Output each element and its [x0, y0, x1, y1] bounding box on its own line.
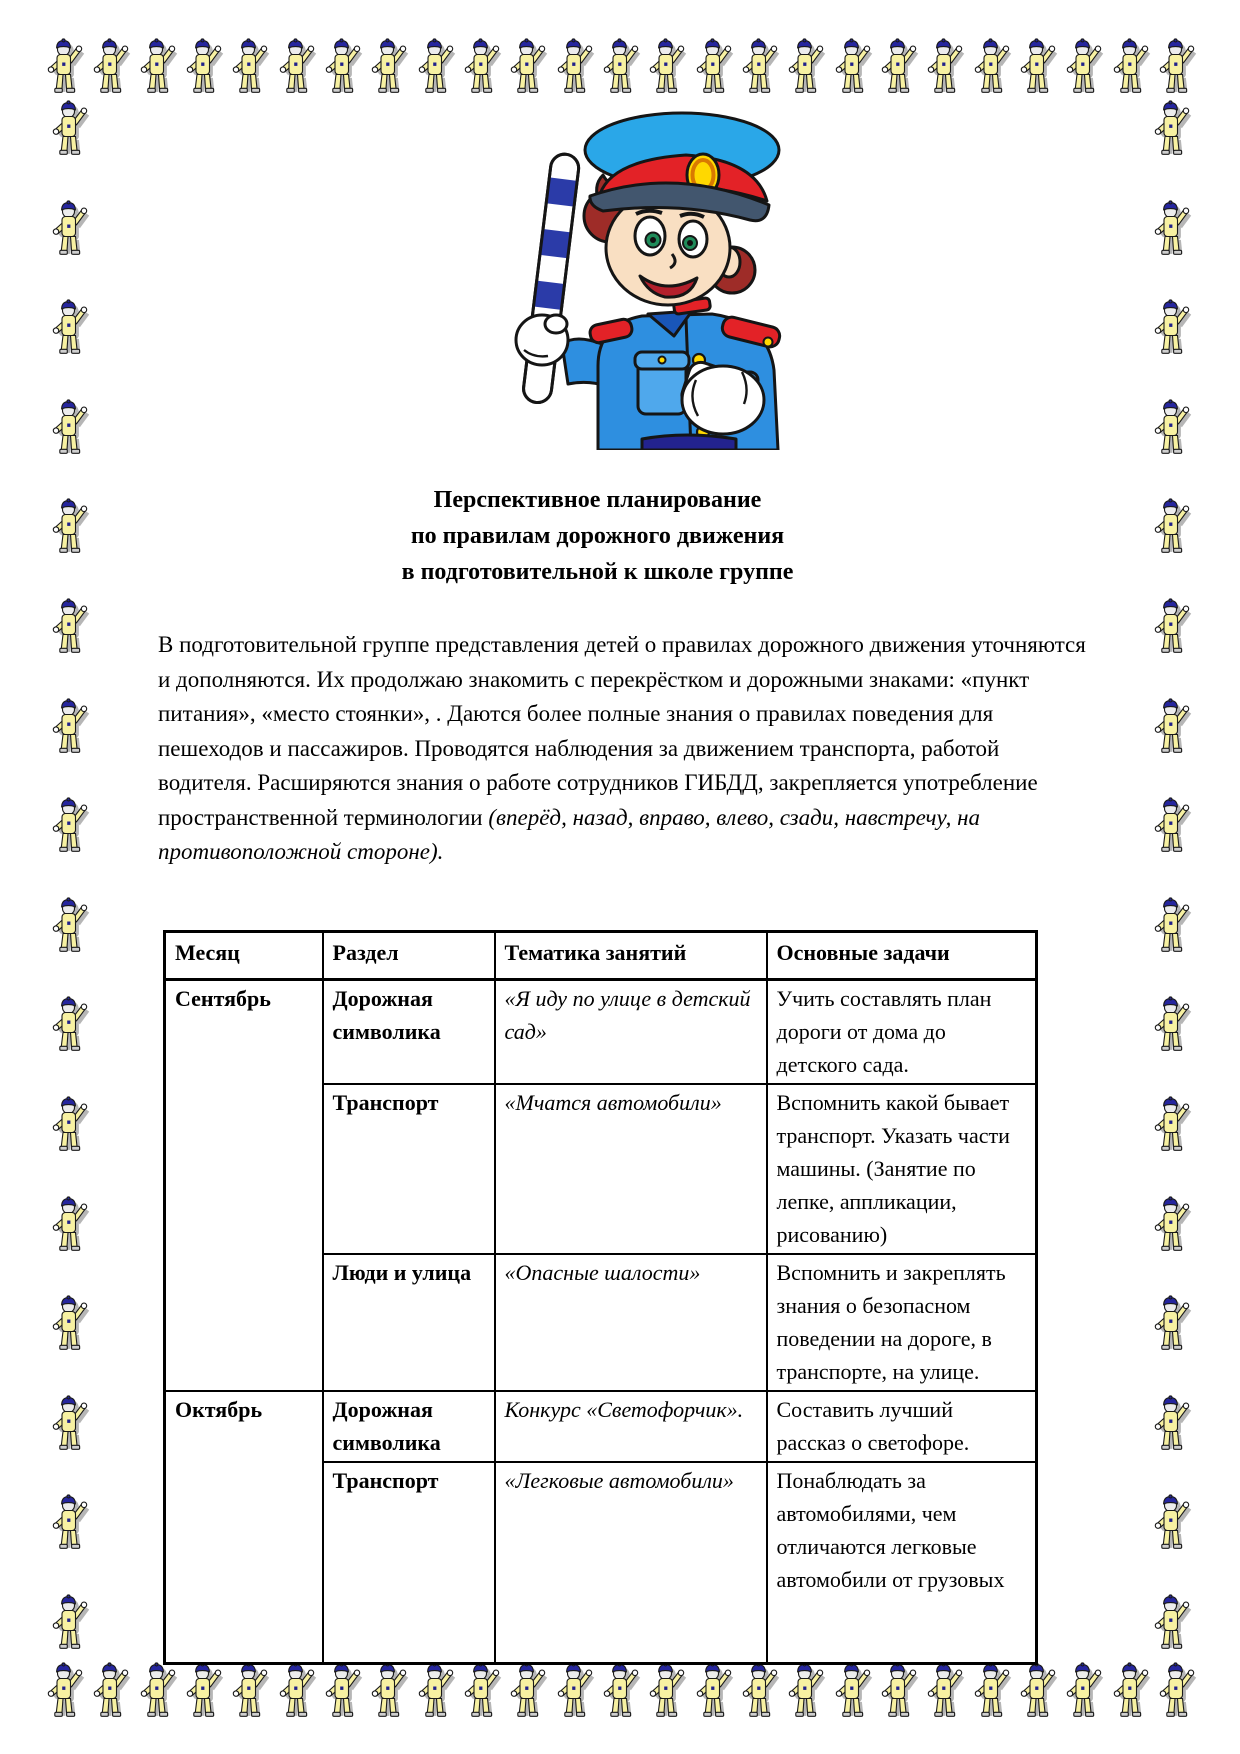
- traffic-officer-border-icon: [90, 38, 132, 96]
- traffic-officer-border-icon: [1017, 1662, 1059, 1720]
- traffic-officer-border-icon: [1151, 200, 1193, 258]
- tasks-cell: Вспомнить и закреплять знания о безопасном поведении на дороге, в транспорте, на улице.: [767, 1254, 1037, 1391]
- intro-text-italic: (вперёд, назад, вправо, влево, сзади, навстречу, на противоположной стороне).: [158, 804, 980, 864]
- tasks-cell: Понаблюдать за автомобилями, чем отличаются легковые автомобили от грузовых: [767, 1462, 1037, 1663]
- tasks-cell: Учить составлять план дороги от дома до детского сада.: [767, 980, 1037, 1085]
- traffic-officer-border-icon: [49, 1096, 91, 1154]
- traffic-officer-border-icon: [44, 38, 86, 96]
- traffic-officer-border-icon: [878, 1662, 920, 1720]
- border-strip-bottom: [44, 1662, 1198, 1720]
- traffic-officer-border-icon: [1151, 399, 1193, 457]
- traffic-officer-border-icon: [49, 200, 91, 258]
- traffic-officer-border-icon: [276, 1662, 318, 1720]
- traffic-officer-border-icon: [276, 38, 318, 96]
- traffic-officer-border-icon: [137, 38, 179, 96]
- column-header-month: Месяц: [165, 932, 323, 980]
- theme-cell: «Легковые автомобили»: [495, 1462, 767, 1663]
- traffic-officer-border-icon: [49, 1594, 91, 1652]
- traffic-officer-border-icon: [1151, 996, 1193, 1054]
- traffic-officer-border-icon: [49, 100, 91, 158]
- traffic-officer-border-icon: [49, 1494, 91, 1552]
- traffic-officer-border-icon: [49, 498, 91, 556]
- traffic-officer-border-icon: [415, 1662, 457, 1720]
- traffic-officer-border-icon: [1151, 1494, 1193, 1552]
- traffic-officer-border-icon: [183, 38, 225, 96]
- table-row: [165, 980, 1037, 1085]
- section-cell: Транспорт: [323, 1462, 495, 1663]
- intro-text: В подготовительной группе представления детей о правилах дорожного движения уточняются и дополняются. Их продолжаю знакомить с перекрёстком и дорожными знаками: «пункт питания», «место стоянки», . Даются более полные знания о правилах поведения для пешеходов и пассажиров. Проводятся наблюдения за движением транспорта, работой водителя. Расширяются знания о работе сотрудников ГИБДД, закрепляется употребление пространственной терминологии: [158, 632, 1086, 830]
- traffic-officer-border-icon: [229, 38, 271, 96]
- traffic-officer-border-icon: [600, 1662, 642, 1720]
- traffic-officer-border-icon: [137, 1662, 179, 1720]
- traffic-officer-border-icon: [924, 38, 966, 96]
- traffic-officer-border-icon: [90, 1662, 132, 1720]
- traffic-officer-border-icon: [1110, 38, 1152, 96]
- traffic-officer-border-icon: [415, 38, 457, 96]
- traffic-officer-border-icon: [1063, 1662, 1105, 1720]
- intro-paragraph: [158, 628, 1086, 870]
- traffic-officer-border-icon: [49, 996, 91, 1054]
- traffic-officer-border-icon: [646, 1662, 688, 1720]
- traffic-officer-border-icon: [1151, 1395, 1193, 1453]
- traffic-officer-border-icon: [1151, 1196, 1193, 1254]
- traffic-officer-border-icon: [322, 1662, 364, 1720]
- traffic-officer-border-icon: [1151, 498, 1193, 556]
- traffic-officer-border-icon: [49, 598, 91, 656]
- traffic-officer-border-icon: [229, 1662, 271, 1720]
- traffic-officer-border-icon: [739, 38, 781, 96]
- section-cell: Люди и улица: [323, 1254, 495, 1391]
- traffic-officer-border-icon: [1063, 38, 1105, 96]
- traffic-officer-border-icon: [554, 1662, 596, 1720]
- traffic-officer-border-icon: [971, 38, 1013, 96]
- page-title-line-2: по правилам дорожного движения: [410, 523, 785, 549]
- traffic-officer-border-icon: [49, 897, 91, 955]
- table-header-row: [165, 932, 1037, 980]
- traffic-officer-border-icon: [1156, 1662, 1198, 1720]
- traffic-officer-border-icon: [1156, 38, 1198, 96]
- traffic-officer-border-icon: [183, 1662, 225, 1720]
- traffic-officer-border-icon: [832, 1662, 874, 1720]
- traffic-officer-border-icon: [1017, 38, 1059, 96]
- table-row: [165, 1391, 1037, 1462]
- column-header-section: Раздел: [323, 932, 495, 980]
- traffic-officer-border-icon: [368, 1662, 410, 1720]
- column-header-theme: Тематика занятий: [495, 932, 767, 980]
- traffic-officer-border-icon: [49, 1295, 91, 1353]
- section-cell: Дорожная символика: [323, 980, 495, 1085]
- border-strip-top: [44, 38, 1198, 96]
- traffic-officer-border-icon: [693, 38, 735, 96]
- page-title-line-3: в подготовительной к школе группе: [401, 559, 794, 585]
- traffic-officer-border-icon: [368, 38, 410, 96]
- section-cell: Дорожная символика: [323, 1391, 495, 1462]
- traffic-officer-border-icon: [44, 1662, 86, 1720]
- traffic-police-officer-image: [450, 98, 795, 450]
- traffic-officer-border-icon: [785, 38, 827, 96]
- traffic-officer-border-icon: [1151, 698, 1193, 756]
- month-cell: Сентябрь: [165, 980, 323, 1392]
- traffic-officer-border-icon: [322, 38, 364, 96]
- page-title: [160, 482, 1035, 590]
- page-title-line-1: Перспективное планирование: [433, 487, 762, 513]
- traffic-officer-border-icon: [49, 1395, 91, 1453]
- traffic-officer-border-icon: [1151, 897, 1193, 955]
- traffic-officer-border-icon: [1110, 1662, 1152, 1720]
- traffic-officer-border-icon: [785, 1662, 827, 1720]
- border-strip-right: [1150, 100, 1194, 1652]
- traffic-officer-border-icon: [49, 399, 91, 457]
- traffic-officer-border-icon: [507, 38, 549, 96]
- theme-cell: «Опасные шалости»: [495, 1254, 767, 1391]
- traffic-officer-border-icon: [554, 38, 596, 96]
- traffic-officer-border-icon: [1151, 1096, 1193, 1154]
- traffic-officer-border-icon: [1151, 1594, 1193, 1652]
- theme-cell: Конкурс «Светофорчик».: [495, 1391, 767, 1462]
- section-cell: Транспорт: [323, 1084, 495, 1254]
- traffic-officer-border-icon: [1151, 100, 1193, 158]
- traffic-officer-border-icon: [924, 1662, 966, 1720]
- traffic-officer-border-icon: [1151, 299, 1193, 357]
- traffic-officer-border-icon: [878, 38, 920, 96]
- tasks-cell: Вспомнить какой бывает транспорт. Указать части машины. (Занятие по лепке, аппликации, рисованию): [767, 1084, 1037, 1254]
- planning-table: [163, 930, 1038, 1665]
- traffic-officer-border-icon: [49, 1196, 91, 1254]
- traffic-officer-border-icon: [739, 1662, 781, 1720]
- traffic-officer-border-icon: [49, 698, 91, 756]
- column-header-tasks: Основные задачи: [767, 932, 1037, 980]
- traffic-officer-border-icon: [971, 1662, 1013, 1720]
- theme-cell: «Я иду по улице в детский сад»: [495, 980, 767, 1085]
- traffic-officer-border-icon: [832, 38, 874, 96]
- traffic-officer-border-icon: [1151, 598, 1193, 656]
- theme-cell: «Мчатся автомобили»: [495, 1084, 767, 1254]
- month-cell: Октябрь: [165, 1391, 323, 1663]
- border-strip-left: [48, 100, 92, 1652]
- traffic-officer-border-icon: [600, 38, 642, 96]
- traffic-officer-border-icon: [49, 797, 91, 855]
- tasks-cell: Составить лучший рассказ о светофоре.: [767, 1391, 1037, 1462]
- traffic-officer-border-icon: [461, 38, 503, 96]
- traffic-officer-border-icon: [1151, 1295, 1193, 1353]
- traffic-officer-border-icon: [461, 1662, 503, 1720]
- traffic-officer-border-icon: [646, 38, 688, 96]
- traffic-officer-border-icon: [693, 1662, 735, 1720]
- traffic-officer-border-icon: [1151, 797, 1193, 855]
- traffic-officer-border-icon: [49, 299, 91, 357]
- traffic-officer-border-icon: [507, 1662, 549, 1720]
